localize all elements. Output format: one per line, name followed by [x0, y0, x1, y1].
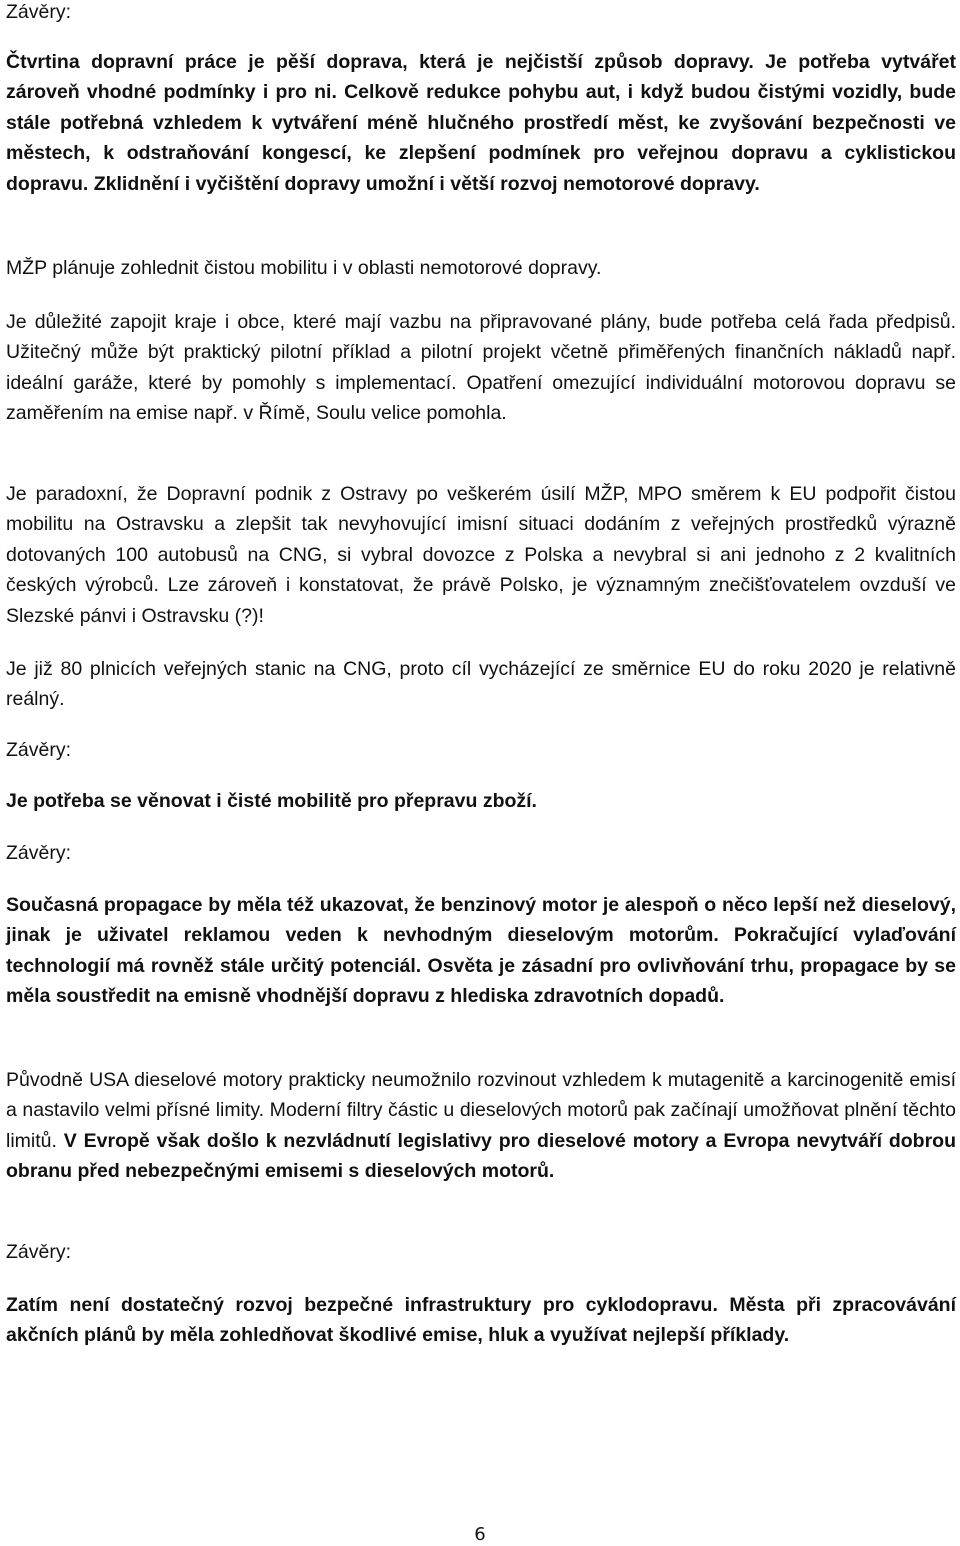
- section-heading-zavery-2: Závěry:: [6, 739, 72, 761]
- paragraph-pesi-doprava: [6, 47, 956, 199]
- paragraph-run: Zatím není dostatečný rozvoj bezpečné infrastruktury pro cyklodopravu. Města při zpracovávání akčních plánů by měla zohledňovat škodlivé emise, hluk a využívat nejlepší příklady.: [6, 1294, 956, 1347]
- paragraph-preprava-zbozi: [6, 786, 956, 816]
- section-heading-zavery-3: Závěry:: [6, 842, 72, 864]
- paragraph-run-bold: V Evropě však došlo k nezvládnutí legislativy pro dieselové motory a Evropa nevytváří dobrou obranu před nebezpečnými emisemi s dieselových motorů.: [6, 1129, 957, 1183]
- paragraph-kraje-obce: Je důležité zapojit kraje i obce, které mají vazbu na připravované plány, bude potřeba celá řada předpisů. Užitečný může být praktický pilotní příklad a pilotní projekt včetně přiměřených finančních nákladů např. ideální garáže, které by pomohly s implementací. Opatření omezující individuální motorovou dopravu se zaměřením na emise např. v Římě, Soulu velice pomohla.: [6, 311, 956, 425]
- paragraph-run: Je potřeba se věnovat i čisté mobilitě pro přepravu zboží.: [6, 790, 537, 812]
- paragraph-mzp-mobilita: MŽP plánuje zohlednit čistou mobilitu i v oblasti nemotorové dopravy.: [6, 257, 602, 279]
- paragraph-propagace-benzin: [6, 890, 956, 1012]
- paragraph-run: Současná propagace by měla též ukazovat, že benzinový motor je alespoň o něco lepší než dieselový, jinak je uživatel reklamou veden k nevhodným dieselovým motorům. Pokračující vylaďování technologií má rovněž stále určitý potenciál. Osvěta je zásadní pro ovlivňování trhu, propagace by se měla soustředit na emisně vhodnější dopravu z hlediska zdravotních dopadů.: [6, 894, 956, 1008]
- paragraph-usa-diesel: [6, 1065, 956, 1187]
- paragraph-run: Čtvrtina dopravní práce je pěší doprava, která je nejčistší způsob dopravy. Je potřeba vytvářet zároveň vhodné podmínky i pro ni. Celkově redukce pohybu aut, i když budou čistými vozidly, bude stále potřebná vzhledem k vytváření méně hlučného prostředí měst, ke zvyšování bezpečnosti ve městech, k odstraňování kongescí, ke zlepšení podmínek pro veřejnou dopravu a cyklistickou dopravu. Zklidnění i vyčištění dopravy umožní i větší rozvoj nemotorové dopravy.: [6, 51, 956, 195]
- section-heading-zavery-1: Závěry:: [6, 1, 72, 23]
- paragraph-cyklodoprava: [6, 1290, 956, 1351]
- page-number: 6: [474, 1524, 486, 1545]
- paragraph-ostrava-autobusy: Je paradoxní, že Dopravní podnik z Ostravy po veškerém úsilí MŽP, MPO směrem k EU podpořit čistou mobilitu na Ostravsku a zlepšit tak nevyhovující imisní situaci dodáním z veřejných prostředků výrazně dotovaných 100 autobusů na CNG, si vybral dovozce z Polska a nevybral si ani jednoho z 2 kvalitních českých výrobců. Lze zároveň i konstatovat, že právě Polsko, je významným znečišťovatelem ovzduší ve Slezské pánvi i Ostravsku (?)!: [6, 483, 956, 627]
- paragraph-cng-stanice: Je již 80 plnicích veřejných stanic na CNG, proto cíl vycházející ze směrnice EU do roku 2020 je relativně reálný.: [6, 658, 956, 711]
- paragraph-run: Původně USA dieselové motory prakticky neumožnilo rozvinout vzhledem k mutagenitě a karcinogenitě emisí a nastavilo velmi přísné limity. Moderní filtry částic u dieselových motorů pak začínají umožňovat plnění těchto limitů.: [6, 1069, 956, 1152]
- section-heading-zavery-4: Závěry:: [6, 1241, 72, 1263]
